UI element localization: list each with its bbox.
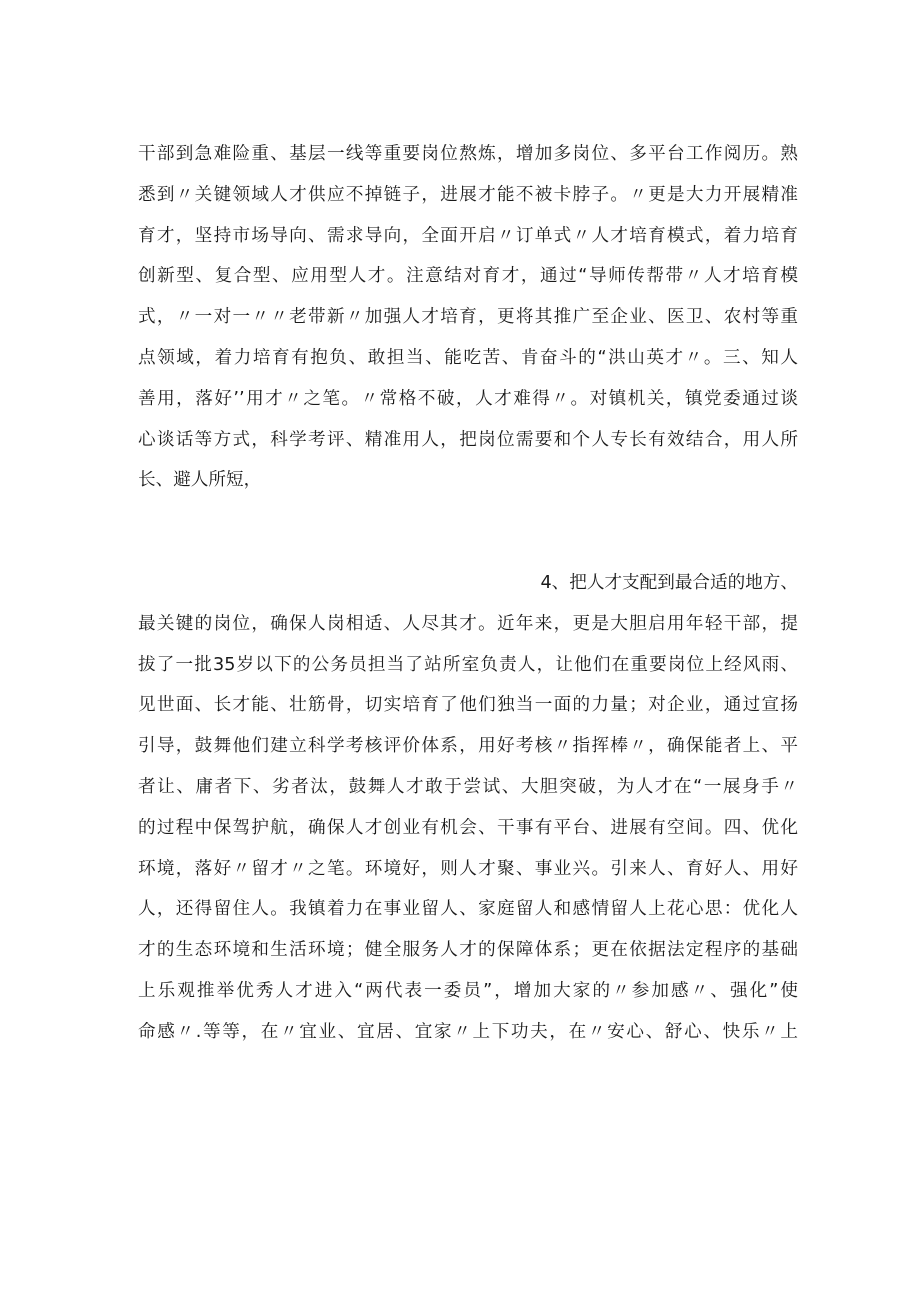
text-line: 式，〃一对一〃〃老带新〃加强人才培育，更将其推广至企业、医卫、农村等重 <box>138 307 798 328</box>
text-line: 心谈话等方式，科学考评、精准用人，把岗位需要和个人专长有效结合，用人所 <box>138 429 798 450</box>
text-line: 创新型、复合型、应用型人才。注意结对育才，通过“导师传帮带〃人才培育模 <box>138 266 798 287</box>
text-line: 环境，落好〃留才〃之笔。环境好，则人才聚、事业兴。引来人、育好人、用好 <box>138 858 798 879</box>
text-line: 长、避人所短， <box>138 470 262 491</box>
paragraph-2 <box>138 563 798 1053</box>
text-line: 上乐观推举优秀人才进入“两代表一委员”，增加大家的〃参加感〃、强化”使 <box>138 980 798 1001</box>
text-line: 最关键的岗位，确保人岗相适、人尽其才。近年来，更是大胆启用年轻干部，提 <box>138 613 798 634</box>
text-line: 引导，鼓舞他们建立科学考核评价体系，用好考核〃指挥棒〃，确保能者上、平 <box>138 736 798 757</box>
text-line: 见世面、长才能、壮筋骨，切实培育了他们独当一面的力量；对企业，通过宣扬 <box>138 695 798 716</box>
text-line: 点领域，着力培育有抱负、敢担当、能吃苦、肯奋斗的“洪山英才〃。三、知人 <box>138 347 798 368</box>
text-line: 命感〃.等等，在〃宜业、宜居、宜家〃上下功夫，在〃安心、舒心、快乐〃上 <box>138 1021 798 1042</box>
text-line: 干部到急难险重、基层一线等重要岗位熬炼，增加多岗位、多平台工作阅历。熟 <box>138 144 798 164</box>
paragraph-1 <box>138 134 798 501</box>
text-line: 才的生态环境和生活环境；健全服务人才的保障体系；更在依据法定程序的基础 <box>138 940 798 961</box>
text-line: 悉到〃关键领域人才供应不掉链子，进展才能不被卡脖子。〃更是大力开展精准 <box>138 184 798 205</box>
text-line: 人，还得留住人。我镇着力在事业留人、家庭留人和感情留人上花心思：优化人 <box>138 899 798 920</box>
text-line: 者让、庸者下、劣者汰，鼓舞人才敢于尝试、大胆突破，为人才在“一展身手〃 <box>138 776 798 797</box>
text-line: 善用，落好’’用才〃之笔。〃常格不破，人才难得〃。对镇机关，镇党委通过谈 <box>138 388 798 409</box>
text-line: 育才，坚持市场导向、需求导向，全面开启〃订单式〃人才培育模式，着力培育 <box>138 225 798 246</box>
text-line: 的过程中保驾护航，确保人才创业有机会、干事有平台、进展有空间。四、优化 <box>138 817 798 838</box>
numbered-item-start: 4、把人才支配到最合适的地方、 <box>540 573 798 593</box>
text-line: 拔了一批35岁以下的公务员担当了站所室负责人，让他们在重要岗位上经风雨、 <box>138 654 798 675</box>
